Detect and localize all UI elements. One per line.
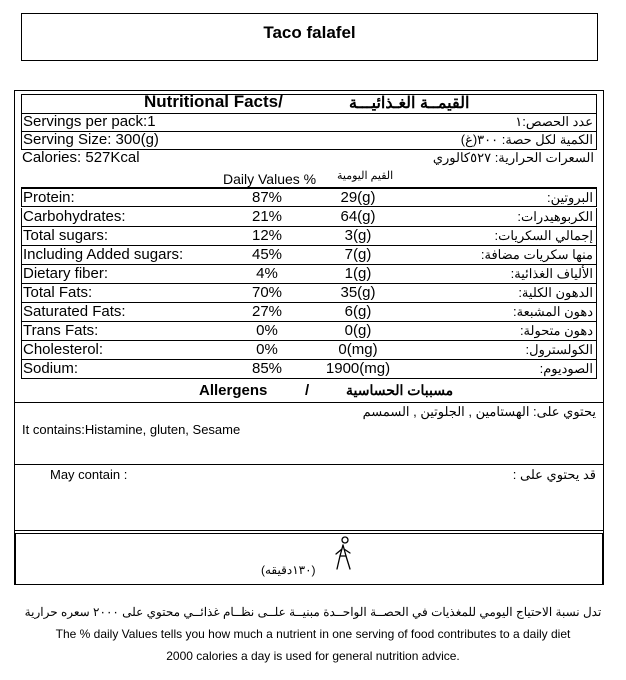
info-row-servings (21, 114, 597, 132)
nutrient-row (21, 227, 597, 246)
contains-ar: يحتوي على: الهستامين , الجلوتين , السمسم (362, 404, 596, 419)
may-contain-ar: قد يحتوي على : (512, 467, 596, 482)
info-row-calories (21, 150, 597, 168)
nutrient-row (21, 322, 597, 341)
header-en: Nutritional Facts/ (144, 92, 283, 111)
nutrition-header (21, 94, 597, 114)
nutrient-name-ar: الصوديوم: (539, 361, 593, 376)
nutrient-percent: 87% (251, 189, 283, 206)
nutrient-value: 1(g) (344, 265, 372, 282)
daily-values-ar: القيم اليومية (337, 170, 394, 182)
nutrient-percent: 27% (251, 303, 283, 320)
nutrient-value: 3(g) (344, 227, 372, 244)
servings-en: Servings per pack:1 (23, 113, 156, 130)
calories-en: Calories: 527Kcal (22, 149, 140, 166)
nutrient-percent: 4% (256, 265, 278, 282)
divider (14, 402, 604, 403)
nutrient-name-ar: الكولسترول: (525, 342, 593, 357)
nutrient-value: 29(g) (340, 189, 376, 206)
nutrient-value: 6(g) (344, 303, 372, 320)
allergens-ar: مسببات الحساسية (346, 382, 454, 398)
nutrient-value: 1900(mg) (325, 360, 391, 377)
allergens-header (21, 382, 597, 402)
allergens-en: Allergens (199, 382, 268, 399)
nutrient-row (21, 341, 597, 360)
nutrient-percent: 85% (251, 360, 283, 377)
nutrient-name: Protein: (23, 189, 75, 206)
nutrient-name: Carbohydrates: (23, 208, 126, 225)
nutrient-percent: 21% (251, 208, 283, 225)
nutrient-row (21, 246, 597, 265)
nutrient-value: 64(g) (340, 208, 376, 225)
nutrient-name-ar: دهون المشبعة: (513, 304, 593, 319)
activity-duration: (١٣٠دقيقه) (261, 563, 316, 577)
nutrient-name: Total Fats: (23, 284, 93, 301)
nutrient-percent: 12% (251, 227, 283, 244)
info-row-serving-size (21, 132, 597, 150)
nutrient-percent: 0% (256, 341, 278, 358)
nutrient-row (21, 265, 597, 284)
nutrient-row (21, 303, 597, 322)
nutrient-percent: 0% (256, 322, 278, 339)
daily-values-en: Daily Values % (223, 171, 317, 187)
servings-ar: عدد الحصص:١ (515, 114, 593, 129)
nutrient-name: Trans Fats: (23, 322, 99, 339)
footer-ar: تدل نسبة الاحتياج اليومي للمغذيات في الحصــة الواحــدة مبنيــة علــى نظــام غذائــي محتوي على ٢٠٠٠ سعره حرارية (24, 605, 602, 619)
nutrient-name-ar: دهون متحولة: (519, 323, 593, 338)
nutrient-percent: 70% (251, 284, 283, 301)
nutrient-row (21, 188, 597, 207)
serving-size-ar: الكمية لكل حصة: ٣٠٠(غ) (460, 132, 593, 147)
nutrient-value: 7(g) (344, 246, 372, 263)
divider (14, 530, 604, 531)
product-title-box (21, 13, 598, 61)
nutrient-name-ar: البروتين: (547, 190, 593, 205)
calories-ar: السعرات الحرارية: ٥٢٧كالوري (432, 150, 594, 165)
product-title: Taco falafel (263, 23, 356, 42)
header-ar: القيمــة الغـذائيـــة (349, 95, 470, 112)
nutrient-name: Total sugars: (23, 227, 109, 244)
nutrient-row (21, 208, 597, 227)
serving-size-en: Serving Size: 300(g) (23, 131, 159, 148)
nutrient-percent: 45% (251, 246, 283, 263)
contains-en: It contains:Histamine, gluten, Sesame (22, 422, 241, 437)
daily-values-header (21, 171, 597, 188)
nutrient-value: 0(g) (344, 322, 372, 339)
nutrient-row (21, 360, 597, 379)
may-contain-en: May contain : (50, 467, 128, 482)
footer-en-line2: 2000 calories a day is used for general nutrition advice. (166, 649, 460, 663)
nutrient-value: 0(mg) (338, 341, 378, 358)
nutrient-name-ar: منها سكريات مضافة: (480, 247, 593, 262)
nutrient-name: Including Added sugars: (23, 246, 184, 263)
activity-box (15, 533, 603, 585)
divider (14, 464, 604, 465)
nutrient-name-ar: الكربوهيدرات: (517, 209, 593, 224)
nutrient-name: Cholesterol: (23, 341, 104, 358)
walking-person-icon (332, 536, 354, 572)
nutrient-name-ar: إجمالي السكريات: (494, 228, 593, 243)
nutrient-name: Saturated Fats: (23, 303, 126, 320)
nutrient-row (21, 284, 597, 303)
nutrient-name-ar: الألياف الغذائية: (510, 266, 593, 281)
allergens-slash: / (305, 382, 310, 399)
nutrient-name-ar: الدهون الكلية: (518, 285, 593, 300)
footer-en-line1: The % daily Values tells you how much a nutrient in one serving of food contributes to a daily diet (55, 627, 571, 641)
nutrient-name: Dietary fiber: (23, 265, 109, 282)
nutrient-value: 35(g) (340, 284, 376, 301)
nutrient-name: Sodium: (23, 360, 79, 377)
